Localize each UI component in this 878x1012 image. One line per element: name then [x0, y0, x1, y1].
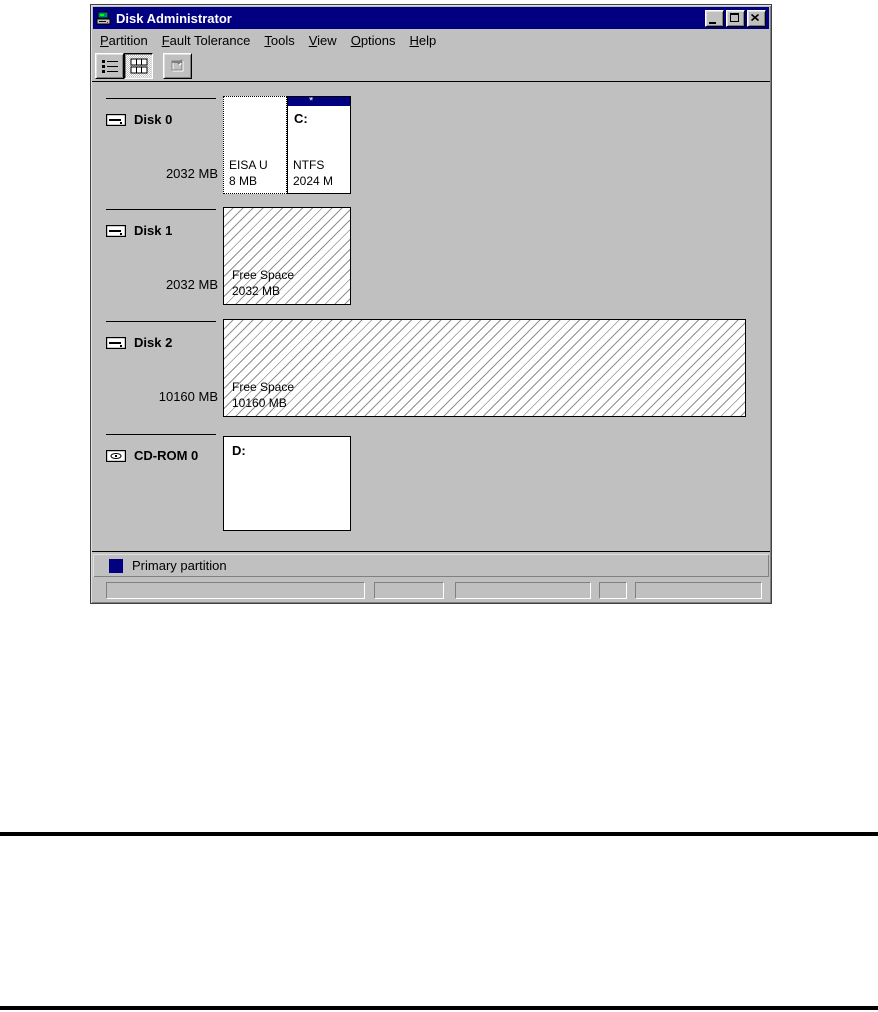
status-panel — [106, 582, 365, 599]
minimize-button[interactable] — [705, 10, 724, 27]
partition-c[interactable] — [287, 96, 351, 194]
free-space-disk1[interactable] — [223, 207, 351, 305]
disk-row-disk1 — [92, 209, 770, 321]
properties-button[interactable] — [163, 53, 192, 79]
disk-row-disk0 — [92, 98, 770, 210]
close-button[interactable] — [747, 10, 766, 27]
disk0-label — [106, 112, 172, 127]
disk-row-cdrom0 — [92, 434, 770, 546]
title-bar[interactable] — [93, 7, 769, 29]
menu-tools[interactable]: Tools — [264, 32, 295, 48]
hard-disk-icon — [106, 337, 126, 349]
disk-separator — [106, 209, 216, 210]
drive-letter: D: — [232, 443, 246, 458]
free-space-disk2[interactable] — [223, 319, 746, 417]
status-panel — [374, 582, 444, 599]
legend-bar — [93, 554, 769, 577]
status-bar — [93, 580, 769, 600]
drive-letter: C: — [294, 111, 308, 126]
disk-administrator-window — [90, 4, 772, 604]
window-title: Disk Administrator — [116, 10, 232, 26]
horizontal-rule — [0, 832, 878, 836]
cdrom-volume[interactable] — [223, 436, 351, 531]
disk-separator — [106, 98, 216, 99]
disk-name: Disk 0 — [134, 112, 173, 127]
menu-help[interactable]: Help — [409, 32, 437, 48]
active-partition-marker: * — [309, 96, 314, 107]
close-icon — [751, 14, 760, 22]
disk1-label — [106, 223, 172, 238]
cdrom-icon — [106, 450, 126, 462]
legend-label: Primary partition — [132, 558, 227, 573]
partition-info: NTFS 2024 M — [293, 158, 334, 188]
free-space-info: Free Space 2032 MB — [232, 268, 295, 298]
disk-separator — [106, 434, 216, 435]
menu-fault-tolerance[interactable]: Fault Tolerance — [161, 32, 251, 48]
status-panel — [599, 582, 627, 599]
status-panel — [455, 582, 591, 599]
free-space-info: Free Space 10160 MB — [232, 380, 295, 410]
disk-row-disk2 — [92, 321, 770, 433]
disk-view — [92, 81, 770, 552]
disk-capacity: 2032 MB — [165, 166, 218, 181]
disk-name: Disk 1 — [134, 223, 173, 238]
disk-separator — [106, 321, 216, 322]
partition-info: EISA U 8 MB — [229, 158, 268, 188]
toolbar — [93, 51, 769, 81]
disk-capacity: 10160 MB — [158, 389, 218, 404]
status-panel — [635, 582, 762, 599]
volumes-view-icon — [101, 58, 119, 74]
disk2-label — [106, 335, 172, 350]
menu-view[interactable]: View — [308, 32, 337, 48]
partition-eisa[interactable] — [223, 96, 287, 194]
volumes-view-button[interactable] — [95, 53, 124, 79]
cdrom0-label — [106, 448, 198, 463]
horizontal-rule — [0, 1006, 878, 1010]
menu-partition[interactable]: Partition — [100, 32, 148, 48]
maximize-icon — [730, 13, 739, 22]
menu-bar — [93, 30, 769, 50]
disk-name: CD-ROM 0 — [134, 448, 199, 463]
disk-capacity: 2032 MB — [165, 277, 218, 292]
disk-configuration-view-button[interactable] — [124, 53, 153, 79]
disk-administrator-icon — [96, 11, 112, 26]
window-controls — [705, 10, 766, 27]
menu-options[interactable]: Options — [350, 32, 396, 48]
disk-name: Disk 2 — [134, 335, 173, 350]
disk-configuration-view-icon — [130, 58, 148, 74]
properties-icon — [169, 58, 187, 74]
primary-partition-band — [288, 97, 350, 106]
hard-disk-icon — [106, 114, 126, 126]
minimize-icon — [709, 22, 716, 24]
hard-disk-icon — [106, 225, 126, 237]
primary-partition-swatch — [109, 559, 123, 573]
maximize-button[interactable] — [726, 10, 745, 27]
